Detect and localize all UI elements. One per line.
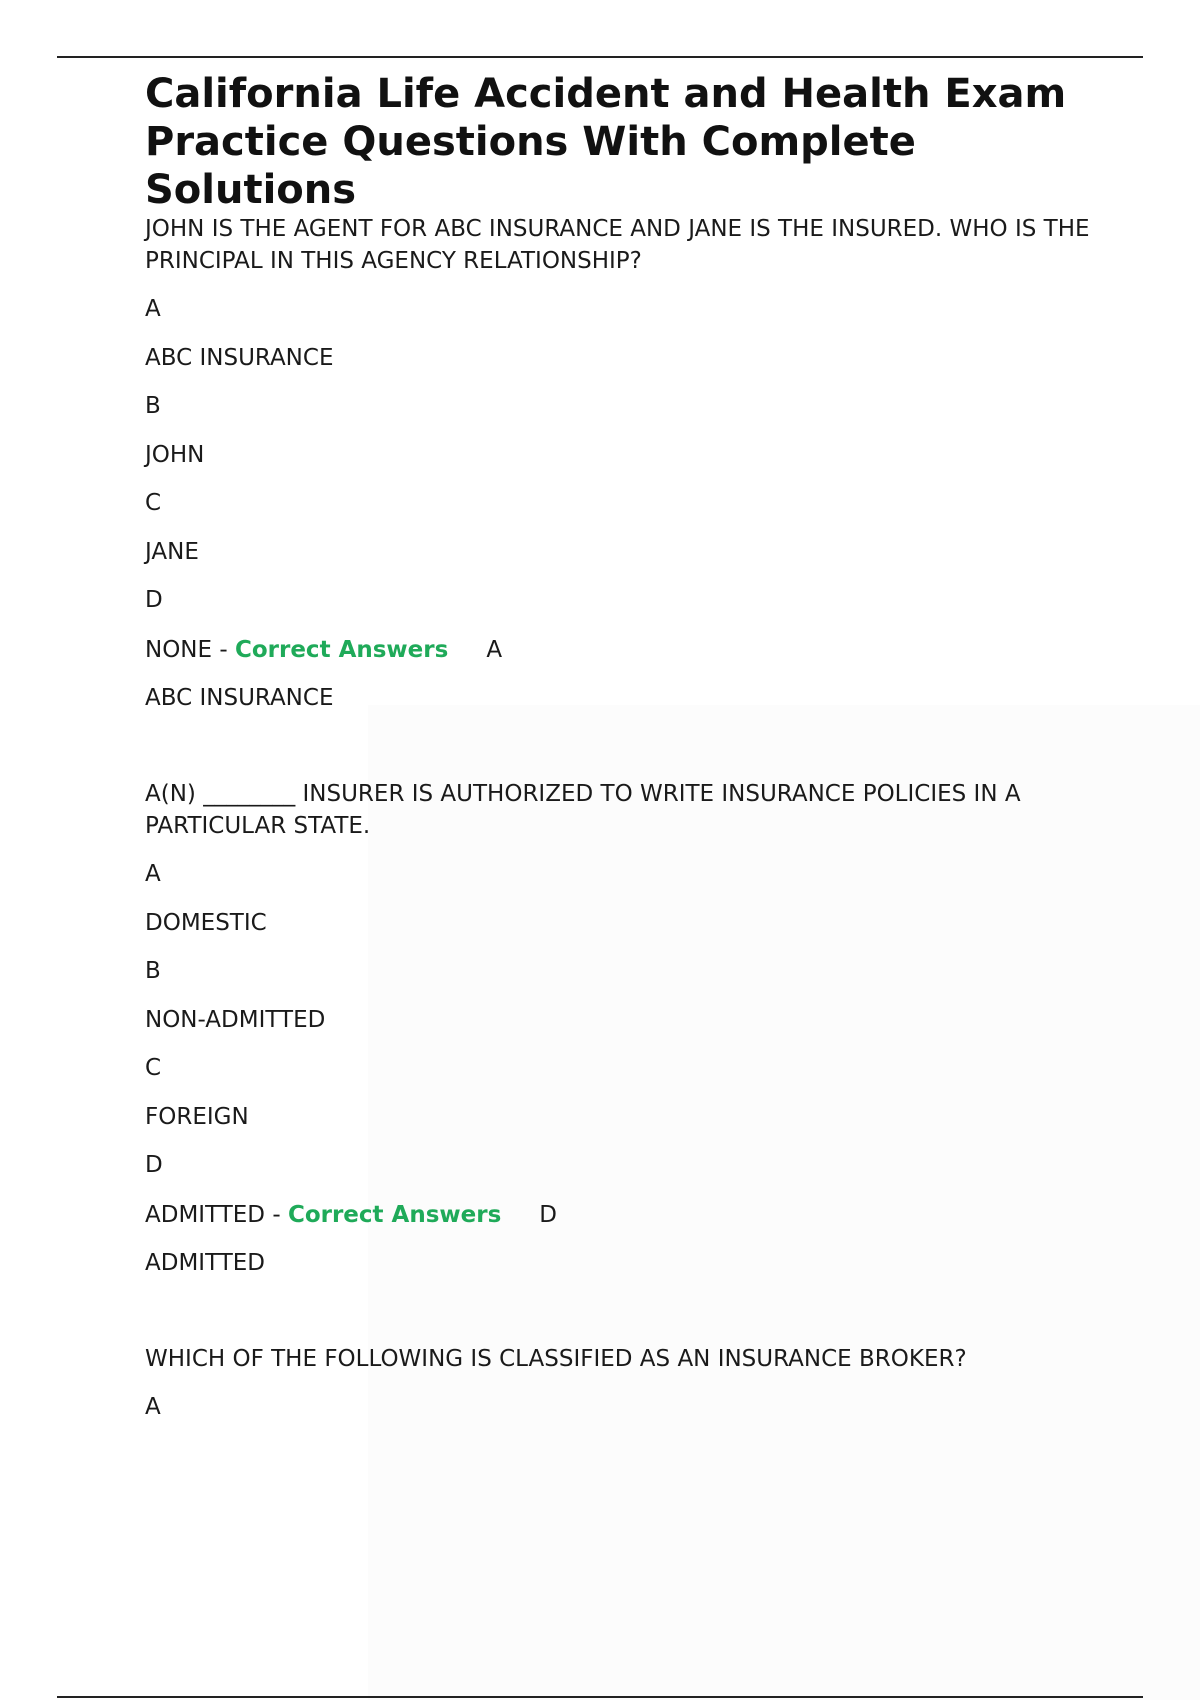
question-block [145,1343,1095,1423]
answer-separator: - [212,636,235,663]
question-text: A(N) ________ INSURER IS AUTHORIZED TO WRITE INSURANCE POLICIES IN A PARTICULAR STATE. [145,781,1021,839]
option-letter: A [145,1394,161,1420]
correct-answer-letter: D [539,1201,558,1228]
option-letter: C [145,490,162,516]
document-body [145,213,1095,1440]
option-letter: A [145,861,161,887]
option-letter: C [145,1055,162,1081]
footer-rule [57,1696,1143,1698]
document-title: California Life Accident and Health Exam Practice Questions With Complete Solutions [145,71,1067,213]
answer-separator: - [265,1201,288,1228]
correct-answer-letter: A [486,636,503,663]
option-value: ABC INSURANCE [145,344,334,371]
correct-answers-label: Correct Answers [234,636,449,663]
question-spacer [145,1295,1095,1343]
question-text: JOHN IS THE AGENT FOR ABC INSURANCE AND JANE IS THE INSURED. WHO IS THE PRINCIPAL IN THIS AGENCY RELATIONSHIP? [145,216,1090,274]
option-letter: A [145,296,161,322]
question-text: WHICH OF THE FOLLOWING IS CLASSIFIED AS AN INSURANCE BROKER? [145,1346,967,1372]
question-block [145,778,1095,1279]
option-value: ADMITTED [145,1201,266,1228]
option-letter: B [145,958,161,984]
option-value: NON-ADMITTED [145,1006,326,1033]
option-letter: D [145,1152,163,1178]
question-block [145,213,1095,714]
correct-answers-label: Correct Answers [287,1201,502,1228]
option-letter: B [145,393,161,419]
answer-line [145,633,1095,667]
option-value: FOREIGN [145,1103,249,1130]
question-spacer [145,730,1095,778]
correct-answer-value: ADMITTED [145,1249,266,1276]
option-value: NONE [145,636,213,663]
option-value: JANE [145,538,199,565]
option-value: JOHN [145,441,205,468]
correct-answer-value: ABC INSURANCE [145,684,334,711]
header-rule [57,56,1143,58]
option-value: DOMESTIC [145,909,267,936]
answer-line [145,1198,1095,1232]
option-letter: D [145,587,163,613]
